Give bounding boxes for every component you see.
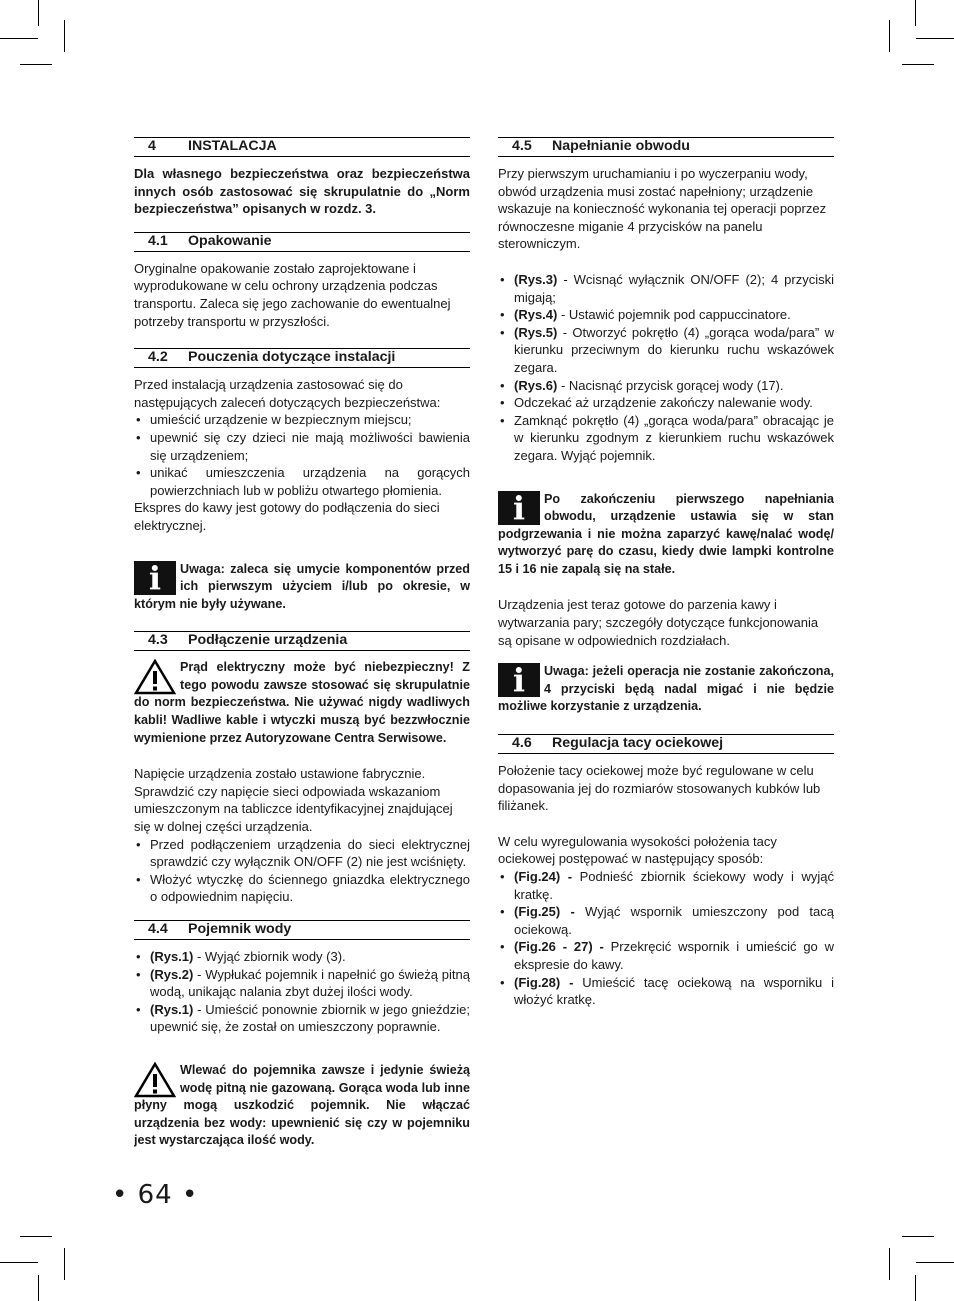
bullet-list — [498, 868, 834, 1009]
bullet-list — [498, 271, 834, 465]
figure-ref: (Rys.2) — [150, 966, 194, 982]
warning-icon — [134, 659, 176, 693]
bullet-list — [134, 836, 470, 906]
crop-mark — [64, 20, 65, 52]
section-number: 4.2 — [148, 349, 168, 366]
paragraph: Przy pierwszym uruchamianiu i po wyczerpaniu wody, obwód urządzenia musi zostać napełniony; urządzenie wskazuje na konieczność wykonania tej operacji poprzez równoczesne miganie 4 przycisków na panelu sterowniczym. — [498, 166, 827, 252]
section-header — [134, 348, 470, 368]
crop-mark — [902, 1236, 934, 1237]
list-item — [498, 306, 834, 324]
list-item — [498, 394, 834, 412]
list-item: • unikać umieszczenia urządzenia na gorących powierzchniach lub w pobliżu otwartego płomienia. — [134, 464, 470, 499]
list-item: • upewnić się czy dzieci nie mają możliwości bawienia się urządzeniem; — [134, 429, 470, 464]
list-item — [134, 1001, 470, 1036]
note-text: Po zakończeniu pierwszego napełniania obwodu, urządzenie ustawia się w stan podgrzewania i nie można zaparzyć kawę/nalać wodę/ wytworzyć parę do czasu, kiedy dwie lampki kontrolne 15 i 16 nie zapalą się na stałe. — [498, 491, 834, 576]
figure-ref: (Rys.6) — [514, 377, 558, 393]
figure-ref: (Fig.25) - — [514, 904, 575, 920]
paragraph: Położenie tacy ociekowej może być regulowane w celu dopasowania jej do rozmiarów stosowanych kubków lub filiżanek. — [498, 763, 821, 814]
item-text: Podnieść zbiornik ściekowy wody i wyjąć kratkę. — [514, 869, 834, 902]
figure-ref: (Fig.28) - — [514, 974, 574, 990]
safety-intro: Dla własnego bezpieczeństwa oraz bezpieczeństwa innych osób zastosować się skrupulatnie do „Norm bezpieczeństwa” opisanych w rozdz. 3. — [134, 166, 470, 217]
section-number: 4.6 — [512, 735, 532, 752]
section-title: Pojemnik wody — [188, 921, 292, 938]
warning-text: Wlewać do pojemnika zawsze i jedynie świeżą wodę pitną nie gazowaną. Gorąca woda lub inne płyny mogą uszkodzić pojemnik. Nie włączać urządzenia bez wody: upewnienić się czy w pojemniku jest wystarczająca ilość wody. — [134, 1062, 470, 1148]
section-number: 4.3 — [148, 632, 168, 649]
list-item — [498, 412, 834, 465]
section-header — [134, 137, 470, 157]
section-title: INSTALACJA — [188, 138, 277, 155]
list-item — [498, 974, 834, 1009]
page-number: • 64 • — [112, 1180, 199, 1210]
bullet-list — [134, 948, 470, 1036]
crop-mark — [916, 38, 954, 39]
section-number: 4.1 — [148, 232, 168, 249]
list-item — [498, 377, 834, 395]
item-text: - Nacisnąć przycisk gorącej wody (17). — [557, 377, 784, 393]
section-title: Podłączenie urządzenia — [188, 632, 348, 649]
info-icon: i — [498, 491, 540, 525]
crop-mark — [64, 1248, 65, 1280]
list-item: • umieścić urządzenie w bezpiecznym miejscu; — [134, 411, 470, 429]
section-title: Pouczenia dotyczące instalacji — [188, 349, 396, 366]
section-title: Opakowanie — [188, 232, 272, 249]
info-note — [498, 663, 834, 716]
item-text: - Umieścić ponownie zbiornik w jego gnieździe; upewnić się, że został on umieszczony poprawnie. — [150, 1001, 470, 1035]
figure-ref: (Rys.3) — [514, 271, 558, 287]
section-number: 4.5 — [512, 138, 532, 155]
figure-ref: (Rys.1) — [150, 1001, 194, 1017]
item-text: - Wypłukać pojemnik i napełnić go świeżą pitną wodą, unikając nalania zbyt dużej ilości wody. — [150, 966, 470, 1000]
info-note — [498, 491, 834, 579]
item-text: Wyjąć wspornik umieszczony pod tacą ociekową. — [514, 904, 835, 937]
note-text: Uwaga: jeżeli operacja nie zostanie zakończona, 4 przyciski będą nadal migać i nie będzie możliwe korzystanie z urządzenia. — [498, 664, 834, 714]
list-item — [134, 948, 470, 966]
list-item — [498, 868, 834, 903]
list-item — [134, 966, 470, 1001]
item-text: - Wyjąć zbiornik wody (3). — [193, 949, 346, 964]
section-title: Regulacja tacy ociekowej — [552, 735, 724, 752]
info-note — [134, 561, 470, 614]
figure-ref: (Fig.26 - 27) - — [514, 939, 604, 955]
crop-mark — [20, 1236, 52, 1237]
crop-mark — [915, 0, 916, 26]
paragraph: W celu wyregulowania wysokości położenia tacy ociekowej postępować w następujący sposób: — [498, 833, 777, 867]
crop-mark — [916, 1262, 954, 1263]
bullet-list — [134, 411, 470, 499]
list-item — [498, 324, 834, 377]
warning-note — [134, 659, 470, 747]
crop-mark — [20, 64, 52, 65]
note-text: Uwaga: zaleca się umycie komponentów przed ich pierwszym użyciem i/lub po okresie, w którym nie były używane. — [134, 561, 470, 611]
list-item — [498, 271, 834, 306]
item-text: - Ustawić pojemnik pod cappuccinatore. — [557, 307, 791, 323]
list-item — [498, 903, 834, 938]
section-number: 4 — [148, 138, 156, 155]
crop-mark — [0, 38, 38, 39]
list-item: • Włożyć wtyczkę do ściennego gniazdka elektrycznego o odpowiednim napięciu. — [134, 871, 470, 906]
right-column — [498, 137, 834, 1009]
item-text: Zamknąć pokrętło (4) „gorąca woda/para” obracając je w kierunku zgodnym z kierunkiem ruchu wskazówek zegara. Wyjąć pojemnik. — [514, 412, 834, 463]
crop-mark — [889, 1248, 890, 1280]
paragraph: Napięcie urządzenia zostało ustawione fabrycznie. Sprawdzić czy napięcie sieci odpowiada wskazaniom umieszczonym na tabliczce identyfikacyjnej znajdującej się w dolnej części urządzenia. — [134, 766, 453, 835]
item-text: - Wcisnąć wyłącznik ON/OFF (2); 4 przyciski migają; — [514, 271, 834, 305]
item-text: Odczekać aż urządzenie zakończy nalewanie wody. — [514, 395, 813, 411]
crop-mark — [889, 20, 890, 52]
item-text: - Otworzyć pokrętło (4) „gorąca woda/para” w kierunku przeciwnym do kierunku ruchu wskazówek zegara. — [514, 324, 834, 375]
section-header — [134, 920, 470, 940]
crop-mark — [915, 1275, 916, 1301]
crop-mark — [38, 1275, 39, 1301]
list-item — [498, 938, 834, 973]
paragraph: Przed instalacją urządzenia zastosować się do następujących zaleceń dotyczących bezpieczeństwa: — [134, 377, 441, 410]
warning-note — [134, 1062, 470, 1150]
section-header — [498, 137, 834, 157]
paragraph: Urządzenia jest teraz gotowe do parzenia kawy i wytwarzania pary; szczegóły dotyczące funkcjonowania są opisane w odpowiednich rozdziałach. — [498, 597, 819, 648]
info-icon: i — [498, 663, 540, 697]
item-text: Przekręcić wspornik i umieścić go w ekspresie do kawy. — [514, 939, 834, 972]
left-column — [134, 137, 470, 1150]
section-header — [498, 734, 834, 754]
warning-text: Prąd elektryczny może być niebezpieczny! Z tego powodu zawsze stosować się skrupulatnie do norm bezpieczeństwa. Nie używać nigdy wadliwych kabli! Wadliwe kable i wtyczki muszą być bezzwłocznie wymienione przez Autoryzowane Centra Serwisowe. — [134, 660, 470, 745]
warning-icon — [134, 1062, 176, 1096]
figure-ref: (Rys.4) — [514, 307, 558, 323]
figure-ref: (Fig.24) - — [514, 869, 573, 884]
item-text: Umieścić tacę ociekową na wsporniku i włożyć kratkę. — [514, 974, 834, 1008]
crop-mark — [38, 0, 39, 26]
section-title: Napełnianie obwodu — [552, 138, 690, 155]
crop-mark — [902, 64, 934, 65]
figure-ref: (Rys.5) — [514, 324, 558, 340]
crop-mark — [0, 1262, 38, 1263]
section-header — [134, 631, 470, 651]
section-header — [134, 232, 470, 252]
paragraph: Ekspres do kawy jest gotowy do podłączenia do sieci elektrycznej. — [134, 500, 440, 533]
section-number: 4.4 — [148, 921, 168, 938]
figure-ref: (Rys.1) — [150, 949, 194, 964]
list-item: • Przed podłączeniem urządzenia do sieci elektrycznej sprawdzić czy wyłącznik ON/OFF (2) nie jest wciśnięty. — [134, 836, 470, 871]
paragraph: Oryginalne opakowanie zostało zaprojektowane i wyprodukowane w celu ochrony urządzenia podczas transportu. Zaleca się jego zachowanie do ewentualnej potrzeby transportu w przyszłości. — [134, 260, 451, 329]
info-icon: i — [134, 561, 176, 595]
